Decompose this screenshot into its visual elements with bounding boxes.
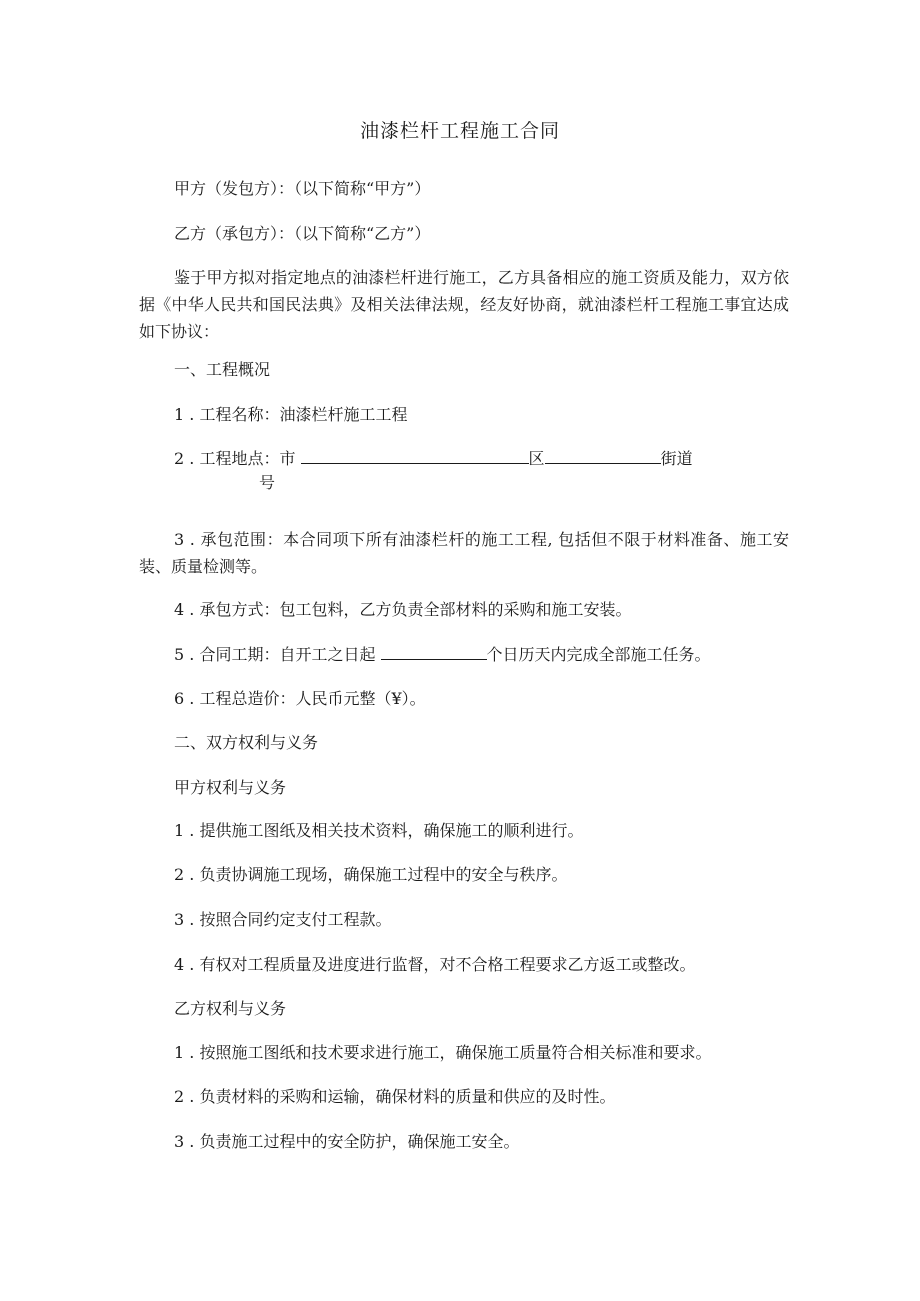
location-prefix: 2 . 工程地点：市 [174,449,296,468]
city-blank[interactable] [301,448,529,464]
total-price-item: 6 . 工程总造价：人民币元整（¥）。 [174,689,426,708]
district-label: 区 [528,449,545,468]
party-a-duty-item: 4 . 有权对工程质量及进度进行监督，对不合格工程要求乙方返工或整改。 [174,955,696,974]
party-a-duty-item: 2 . 负责协调施工现场，确保施工过程中的安全与秩序。 [174,865,568,884]
contract-method-item: 4 . 承包方式：包工包料，乙方负责全部材料的采购和施工安装。 [174,600,632,619]
contract-scope-item: 3 . 承包范围：本合同项下所有油漆栏杆的施工工程, 包括但不限于材料准备、施工安装、质量检测等。 [139,530,789,576]
party-a-duty-item: 3 . 按照合同约定支付工程款。 [174,910,392,929]
party-b-line: 乙方（承包方）：（以下简称“乙方”） [174,224,431,243]
district-blank[interactable] [545,448,661,464]
document-title: 油漆栏杆工程施工合同 [359,120,560,142]
party-b-duty-item: 1 . 按照施工图纸和技术要求进行施工，确保施工质量符合相关标准和要求。 [174,1043,712,1062]
period-suffix: 个日历天内完成全部施工任务。 [486,645,711,664]
party-b-duty-item: 3 . 负责施工过程中的安全防护，确保施工安全。 [174,1132,520,1151]
street-label: 街道 [660,449,693,468]
project-location-item [174,448,693,469]
contract-period-item [174,644,711,665]
party-a-duties-heading: 甲方权利与义务 [174,778,287,797]
party-b-duties-heading: 乙方权利与义务 [174,999,287,1018]
party-a-line: 甲方（发包方）：（以下简称“甲方”） [174,179,431,198]
party-b-duty-item: 2 . 负责材料的采购和运输，确保材料的质量和供应的及时性。 [174,1087,616,1106]
section1-heading: 一、工程概况 [174,360,271,379]
project-name-item: 1 . 工程名称：油漆栏杆施工工程 [174,405,408,424]
preamble-paragraph: 鉴于甲方拟对指定地点的油漆栏杆进行施工，乙方具备相应的施工资质及能力，双方依据《中华人民共和国民法典》及相关法律法规，经友好协商，就油漆栏杆工程施工事宜达成如下协议： [139,268,789,341]
section2-heading: 二、双方权利与义务 [174,733,319,752]
house-number-label: 号 [259,473,276,492]
period-days-blank[interactable] [381,644,487,660]
period-prefix: 5 . 合同工期：自开工之日起 [174,645,376,664]
party-a-duty-item: 1 . 提供施工图纸及相关技术资料，确保施工的顺利进行。 [174,821,584,840]
